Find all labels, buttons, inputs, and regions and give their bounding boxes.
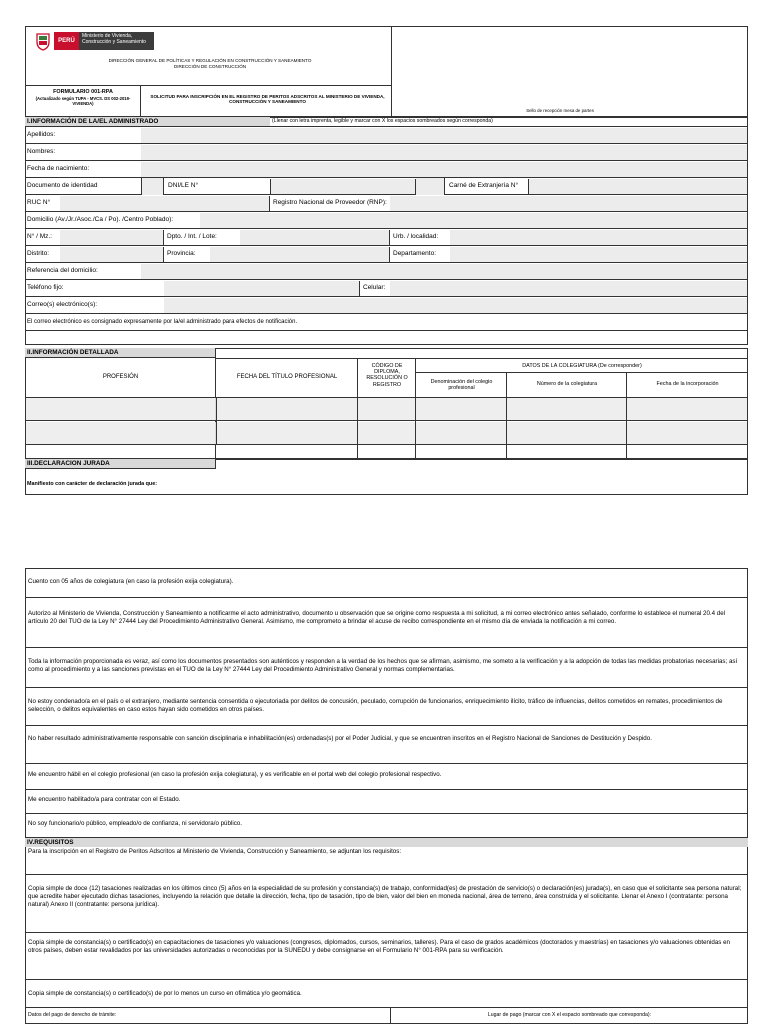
telefono-label: Teléfono fijo:: [27, 284, 64, 291]
declaration-text: Me encuentro hábil en el colegio profesional (en caso la profesión exija colegiatura), y es verificable en el portal web del colegio profesional respectivo.: [28, 771, 442, 778]
declaration-item: [25, 764, 748, 790]
urb-field[interactable]: [450, 230, 747, 245]
declaration-text: No soy funcionario/o público, empleado/o de confianza, ni servidora/o público.: [28, 820, 242, 827]
table-grid-overlay: [506, 398, 507, 445]
section-4-title: IV.REQUISITOS: [27, 839, 74, 846]
domicilio-label: Domicilio (Av./Jr./Asoc./Ca / Po). /Centro Poblado):: [27, 216, 174, 223]
form-update-note: (Actualizado según TUPA - MVCS. DS 002-2019-VIVIENDA): [35, 96, 131, 106]
form-code: FORMULARIO 001-RPA: [53, 89, 113, 95]
declaration-text: Autorizo al Ministerio de Vivienda, Construcción y Saneamiento a notificarme el acto administrativo, documento u observación que se origine como respuesta a mi solicitud, a mi correo electrónico antes señalado, conforme lo establece el numeral 20.4 del artículo 20 del TUO de la Ley N° 27444 Ley del Procedimiento Administrativo General. Asimismo, me comprometo a brindar el acuse de recibo correspondiente en el mismo día de enviada la notificación a mi correo.: [28, 610, 726, 626]
dni-label: DNI/LE N°: [168, 182, 199, 189]
col-profesion-label: PROFESIÓN: [102, 374, 139, 380]
dni-field[interactable]: [270, 179, 416, 194]
declaration-item: [25, 688, 748, 726]
declaration-item: [25, 598, 748, 648]
distrito-field[interactable]: [60, 247, 164, 262]
table-grid-overlay: [415, 398, 416, 445]
section-1-note: (Llenar con letra imprenta, legible y marcar con X los espacios sombreados según corresponda): [272, 118, 493, 124]
provincia-field[interactable]: [210, 247, 390, 262]
col-numero-label: Número de la colegiatura: [536, 381, 598, 387]
documento-label: Documento de identidad: [27, 182, 98, 189]
form-title: SOLICITUD PARA INSCRIPCIÓN EN EL REGISTRO DE PERITOS ADSCRITOS AL MINISTERIO DE VIVIENDA, CONSTRUCCIÓN Y SANEAMIENTO: [150, 94, 385, 105]
celular-field[interactable]: [390, 281, 747, 296]
declaration-item: [25, 790, 748, 814]
fecha-nacimiento-label: Fecha de nacimiento:: [27, 165, 90, 172]
table-row-divider: [25, 421, 748, 445]
footer-lugar-label: Lugar de pago (marcar con X el espacio sombreado que corresponda):: [487, 1012, 652, 1018]
col-fecha-label: FECHA DEL TÍTULO PROFESIONAL: [236, 374, 338, 380]
table-grid-overlay: [216, 398, 217, 445]
footer-pago-label: Datos del pago de derecho de trámite:: [28, 1012, 117, 1018]
numero-field[interactable]: [60, 230, 164, 245]
distrito-label: Distrito:: [27, 250, 50, 257]
rnp-field[interactable]: [390, 196, 747, 211]
carne-label: Carné de Extranjería N°: [449, 182, 519, 189]
col-codigo-label: CÓDIGO DE DIPLOMA, RESOLUCIÓN O REGISTRO: [366, 363, 408, 388]
urb-label: Urb. / localidad:: [393, 233, 439, 240]
declaration-text: No estoy condenado/a en el país o el extranjero, mediante sentencia consentida o ejecutoriada por delitos de concusión, peculado, corrupción de funcionarios, enriquecimiento ilícito, tráfico de influencias, delitos cometidos en remates, procedimientos de selección, o delitos equivalentes en caso estos hayan sido cometidos en otros países.: [28, 698, 723, 714]
section-3-header: [25, 459, 216, 469]
nombres-field[interactable]: [141, 145, 747, 160]
declaration-text: Me encuentro habilitado/a para contratar con el Estado.: [28, 796, 181, 803]
declaration-item: [25, 648, 748, 688]
referencia-field[interactable]: [141, 264, 747, 279]
col-fecha-inc-label: Fecha de la incorporación: [656, 381, 719, 387]
table-grid-overlay: [357, 398, 358, 445]
rnp-label: Registro Nacional de Proveedor (RNP):: [273, 199, 387, 206]
requirement-item: [25, 875, 748, 933]
table-row-divider: [25, 397, 748, 421]
declaration-item: [25, 814, 748, 838]
referencia-label: Referencia del domicilio:: [27, 267, 98, 274]
dni-checkbox[interactable]: [141, 178, 164, 195]
apellidos-field[interactable]: [141, 128, 747, 143]
section-3-intro: Manifiesto con carácter de declaración jurada que:: [27, 481, 158, 487]
requirement-text: Copia simple de doce (12) tasaciones realizadas en los últimos cinco (5) años en la especialidad de su profesión y constancia(s) de trabajo, conformidad(es) de prestación de servicio(s) o declaración(es) jurada(s), en caso que el solicitante sea persona natural; que acredite haber ejecutado dichas tasaciones, incluyendo la relación que detalle la dirección, fecha, tipo de tasación, tipo de bien, valor del bien en moneda nacional, área de terreno, área construida y el solicitante. Llenar el Anexo I (contratante: persona natural) Anexo II (contratante: persona jurídica).: [28, 885, 742, 909]
requirement-text: Copia simple de constancia(s) o certificado(s) en capacitaciones de tasaciones y/o valuaciones (congresos, diplomados, cursos, seminarios, talleres). Para el caso de grados académicos (doctorados y maestrías) en tasaciones y/o valuaciones obtenidas en otros países, deben estar revalidados por las universidades autorizadas o reconocidas por la SUNEDU y debe consignarse en el Formulario N° 001-RPA para su verificación.: [28, 939, 730, 955]
correo-note: El correo electrónico es consignado expresamente por la/el administrado para efectos de notificación.: [27, 319, 298, 325]
coat-of-arms-icon: [34, 31, 52, 51]
table-grid-overlay: [626, 398, 627, 445]
logo-ministry-box: [79, 32, 154, 50]
requirement-item: [25, 933, 748, 980]
header-direction: DIRECCIÓN DE CONSTRUCCIÓN: [173, 64, 247, 69]
section-4-intro-row: [25, 847, 748, 875]
requirement-text: Copia simple de constancia(s) o certificado(s) de por lo menos un curso en ofimática y/o geomática.: [28, 990, 302, 997]
ruc-label: RUC N°: [27, 199, 51, 206]
provincia-label: Provincia:: [167, 250, 196, 257]
carne-field[interactable]: [528, 179, 747, 194]
correo-field[interactable]: [164, 298, 747, 313]
declaration-text: Cuento con 05 años de colegiatura (en caso la profesión exija colegiatura).: [28, 578, 234, 585]
col-denominacion-label: Denominación del colegio profesional: [430, 379, 493, 392]
col-colegiatura-label: DATOS DE LA COLEGIATURA (De corresponder): [522, 363, 642, 369]
header-direction-general: DIRECCIÓN GENERAL DE POLÍTICAS Y REGULACIÓN EN CONSTRUCCIÓN Y SANEAMIENTO: [108, 58, 312, 63]
numero-label: N° / Mz.:: [27, 233, 52, 240]
ruc-field[interactable]: [60, 196, 270, 211]
logo-ministry: Ministerio de Vivienda, Construcción y Saneamiento: [82, 33, 146, 45]
ministry-logo: [34, 30, 154, 52]
dpto-field[interactable]: [240, 230, 390, 245]
requirement-item: [25, 980, 748, 1008]
declaration-item: [25, 568, 748, 598]
section-2-header: [25, 348, 216, 358]
declaration-text: Toda la información proporcionada es veraz, así como los documentos presentados son auténticos y responden a la verdad de los hechos que se afirman, asimismo, me someto a la verificación y a la adopción de todas las medidas probatorias necesarias; así como al procedimiento y a las sanciones previstas en el TUO de la Ley N° 27444 Ley del Procedimiento Administrativo General y normas complementarias.: [28, 658, 738, 674]
logo-country: PERÚ: [58, 38, 75, 44]
stamp-label: Sello de recepción mesa de partes: [526, 108, 594, 113]
nombres-label: Nombres:: [27, 148, 56, 155]
section-2-title: II.INFORMACIÓN DETALLADA: [27, 349, 119, 356]
section-4-header: [25, 838, 748, 847]
declaration-item: [25, 726, 748, 764]
fecha-nacimiento-field[interactable]: [141, 162, 747, 177]
departamento-label: Departamento:: [393, 250, 436, 257]
telefono-field[interactable]: [164, 281, 360, 296]
declaration-text: No haber resultado administrativamente responsable con sanción disciplinaria e inhabilitación(es) ordenadas(s) por el Poder Judicial, y que se encuentren inscritos en el Registro Nacional de Sanciones de Destitución y Despido.: [28, 735, 652, 742]
section-1-title: I.INFORMACIÓN DE LA/EL ADMINISTRADO: [27, 118, 159, 125]
section-3-title: III.DECLARACION JURADA: [27, 460, 110, 467]
dpto-label: Dpto. / Int. / Lote:: [167, 233, 217, 240]
domicilio-field[interactable]: [200, 213, 747, 228]
section-4-intro: Para la inscripción en el Registro de Peritos Adscritos al Ministerio de Vivienda, Construcción y Saneamiento, se adjuntan los requisitos:: [28, 848, 402, 855]
correo-label: Correo(s) electrónico(s):: [27, 301, 98, 308]
departamento-field[interactable]: [450, 247, 747, 262]
logo-country-box: [54, 32, 79, 50]
apellidos-label: Apellidos:: [27, 131, 56, 138]
section-1-header: [25, 117, 270, 127]
carne-checkbox[interactable]: [416, 178, 445, 195]
celular-label: Celular:: [363, 284, 386, 291]
